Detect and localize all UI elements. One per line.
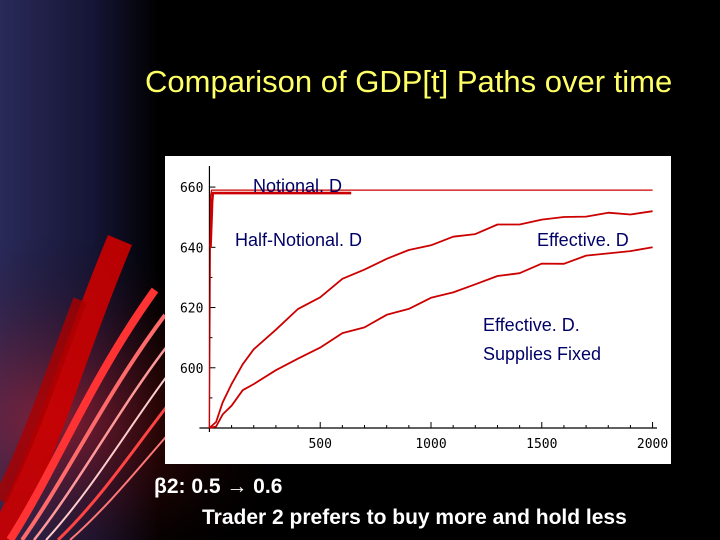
x-tick-label: 1500 — [526, 437, 558, 452]
notional-series-line — [209, 190, 652, 428]
annotation-half-notional: Half-Notional. D — [235, 230, 363, 250]
y-tick-label: 660 — [179, 181, 204, 197]
chart-panel — [165, 156, 671, 464]
annotation-notional: Notional. D — [253, 176, 343, 196]
beta-change-note: β2: 0.5 → 0.6 — [154, 475, 283, 498]
annotation-effective-fixed-2: Supplies Fixed — [483, 344, 602, 364]
slide-title: Comparison of GDP[t] Paths over time — [145, 64, 673, 99]
annotation-effective-fixed-1: Effective. D. — [483, 315, 580, 335]
x-tick-label: 2000 — [636, 437, 669, 452]
trader-preference-note: Trader 2 prefers to buy more and hold less — [202, 506, 627, 529]
chart-tick-labels — [180, 181, 668, 452]
y-tick-label: 600 — [179, 361, 204, 377]
y-tick-label: 620 — [179, 301, 204, 317]
effective-fixed-series-line — [209, 247, 652, 428]
chart-lines — [209, 190, 652, 428]
gdp-paths-chart — [165, 156, 671, 464]
x-tick-label: 1000 — [415, 437, 447, 452]
y-tick-label: 640 — [179, 241, 204, 257]
annotation-effective: Effective. D — [537, 230, 629, 250]
x-tick-label: 500 — [308, 437, 332, 452]
